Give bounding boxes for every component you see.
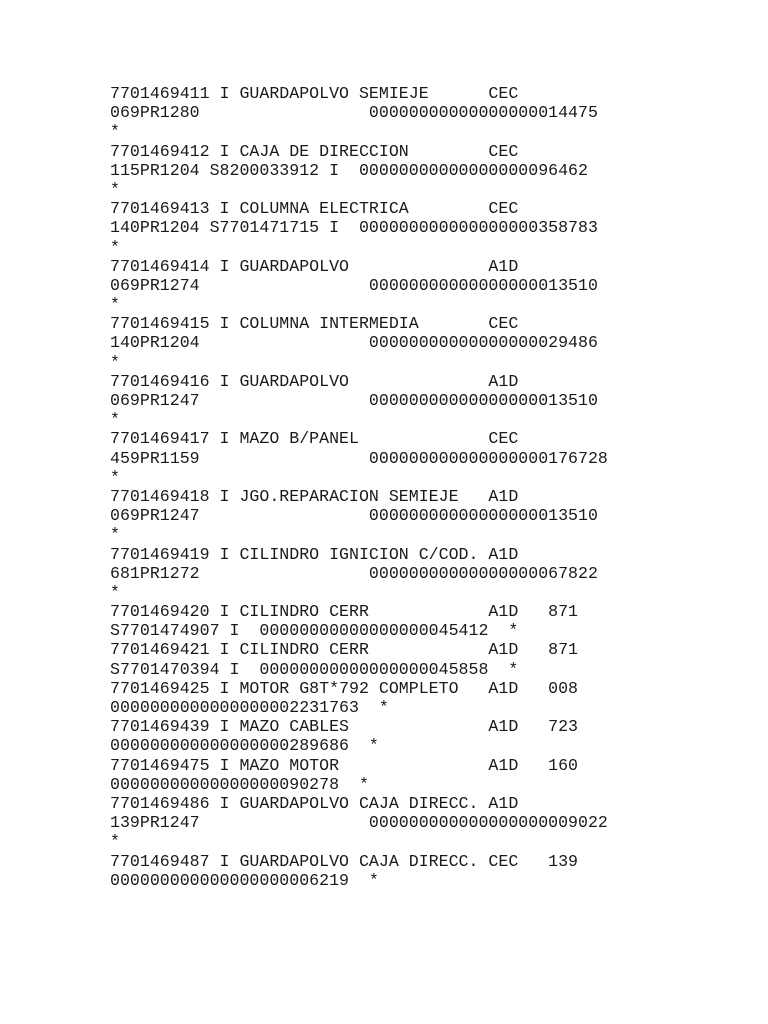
listing-line: 7701469420 I CILINDRO CERR A1D 871 — [110, 602, 579, 622]
listing-line: 7701469439 I MAZO CABLES A1D 723 — [110, 717, 579, 737]
listing-line: 000000000000000000006219 * — [110, 870, 379, 890]
listing-line: 7701469418 I JGO.REPARACION SEMIEJE A1D — [110, 486, 519, 506]
parts-listing — [110, 84, 608, 890]
listing-line: 7701469415 I COLUMNA INTERMEDIA CEC — [110, 314, 519, 334]
listing-line: 7701469416 I GUARDAPOLVO A1D — [110, 371, 519, 391]
listing-line: 140PR1204 S7701471715 I 000000000000000000358783 — [110, 218, 598, 238]
listing-line: 7701469413 I COLUMNA ELECTRICA CEC — [110, 199, 519, 219]
listing-line: * — [110, 410, 120, 430]
listing-line: * — [110, 467, 120, 487]
listing-line: * — [110, 179, 120, 199]
listing-line: 0000000000000000002231763 * — [110, 698, 389, 717]
listing-line: 7701469425 I MOTOR G8T*792 COMPLETO A1D 008 — [110, 678, 579, 698]
listing-line: * — [110, 832, 120, 852]
listing-line: * — [110, 582, 120, 602]
listing-line: 7701469414 I GUARDAPOLVO A1D — [110, 256, 519, 276]
listing-line: 069PR1247 00000000000000000013510 — [110, 391, 598, 410]
listing-line: 000000000000000000289686 * — [110, 736, 379, 756]
listing-line: 069PR1274 00000000000000000013510 — [110, 275, 598, 295]
listing-line: 7701469417 I MAZO B/PANEL CEC — [110, 429, 519, 449]
listing-line: 7701469487 I GUARDAPOLVO CAJA DIRECC. CEC 139 — [110, 851, 579, 871]
listing-line: 681PR1272 00000000000000000067822 — [110, 563, 598, 583]
listing-line: * — [110, 295, 120, 315]
listing-line: * — [110, 352, 120, 372]
listing-line: 115PR1204 S8200033912 I 00000000000000000096462 — [110, 160, 588, 180]
listing-line: 7701469419 I CILINDRO IGNICION C/COD. A1D — [110, 544, 519, 564]
listing-line: 139PR1247 000000000000000000009022 — [110, 813, 608, 833]
listing-line: * — [110, 237, 120, 257]
listing-line: 7701469475 I MAZO MOTOR A1D 160 — [110, 755, 579, 775]
listing-line: 140PR1204 00000000000000000029486 — [110, 333, 598, 353]
listing-line: 069PR1280 00000000000000000014475 — [110, 103, 598, 123]
listing-line: * — [110, 525, 120, 545]
listing-line: S7701470394 I 00000000000000000045858 * — [110, 659, 519, 679]
listing-line: 7701469486 I GUARDAPOLVO CAJA DIRECC. A1D — [110, 793, 519, 813]
listing-line: * — [110, 122, 120, 142]
listing-line: 459PR1159 000000000000000000176728 — [110, 448, 608, 468]
listing-line: 7701469412 I CAJA DE DIRECCION CEC — [110, 141, 519, 161]
listing-line: 00000000000000000090278 * — [110, 774, 369, 794]
listing-line: S7701474907 I 00000000000000000045412 * — [110, 621, 519, 641]
listing-line: 7701469411 I GUARDAPOLVO SEMIEJE CEC — [110, 84, 519, 103]
listing-line: 7701469421 I CILINDRO CERR A1D 871 — [110, 640, 579, 660]
listing-line: 069PR1247 00000000000000000013510 — [110, 506, 598, 526]
